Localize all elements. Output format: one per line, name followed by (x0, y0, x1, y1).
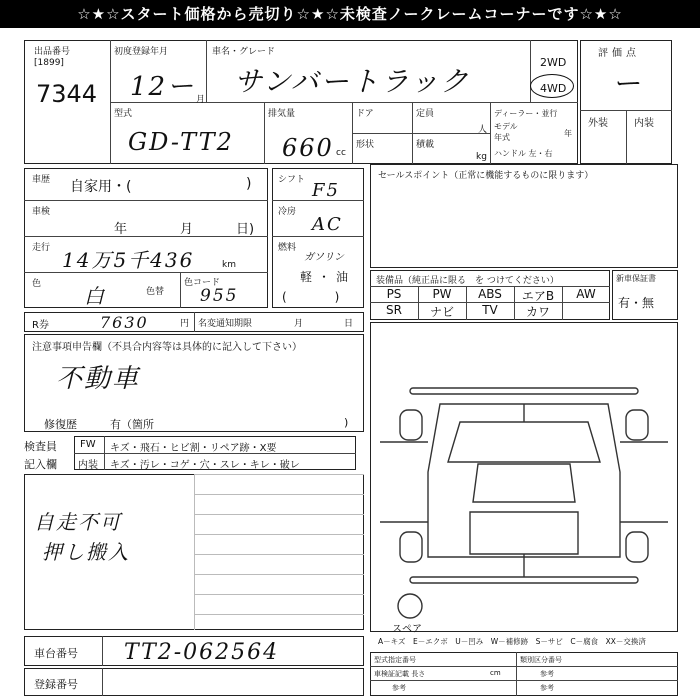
footer-ref-1: 参考 (392, 684, 406, 692)
expiry-day: 日 (344, 319, 354, 329)
rear-bumper (410, 577, 638, 583)
equip-airbag: エアB (521, 289, 555, 303)
bed (470, 512, 578, 554)
inspector-label-2: 記入欄 (24, 458, 57, 471)
ac-value: AC (312, 214, 343, 235)
fw-label: FW (80, 439, 96, 450)
footer-ref-3: 参考 (540, 670, 554, 678)
wheel-rr (626, 532, 648, 562)
dealer-line3: 年式 (494, 133, 510, 142)
wheel-rl (400, 532, 422, 562)
history-label: 車歴 (32, 175, 51, 185)
wheel-fr (626, 410, 648, 440)
naiso-items: キズ・汚レ・コゲ・穴・スレ・キレ・破レ (110, 460, 300, 471)
mileage-value: 14万5千436 (62, 248, 195, 272)
equip-leather: カワ (525, 305, 550, 319)
ac-label: 冷房 (278, 207, 297, 217)
color-value: 白 (84, 284, 106, 308)
spare-tire (398, 594, 422, 618)
warranty-label: 新車保証書 (616, 274, 656, 283)
load-unit: kg (476, 152, 487, 162)
shift-label: シフト (278, 175, 306, 185)
repair-value: 有（箇所 (110, 418, 154, 431)
body-outline (428, 404, 620, 557)
lot-label: 出品番号 (34, 47, 71, 57)
chassis-label: 車台番号 (34, 647, 78, 660)
shape-label: 形状 (356, 140, 375, 150)
lot-sub: [1899] (34, 58, 64, 68)
recycle-value: 7630 (100, 313, 149, 332)
warranty-value: 有・無 (618, 296, 655, 310)
lot-number: 7344 (36, 80, 98, 108)
car-name-label: 車名・グレード (212, 47, 276, 57)
expiry-label: 名変通知期限 (198, 319, 253, 329)
equip-sr: SR (386, 303, 402, 317)
dealer-line2: モデル (494, 122, 518, 131)
first-reg-value: 12ー (130, 72, 196, 102)
spare-label: スペア (392, 624, 422, 635)
history-close: ) (246, 176, 252, 192)
equip-abs: ABS (478, 287, 502, 301)
dealer-line4: ハンドル 左・右 (494, 149, 553, 158)
color-label: 色 (32, 279, 42, 289)
fuel-value: ガソリン (304, 252, 344, 263)
first-reg-label: 初度登録年月 (114, 47, 169, 57)
door-label: ドア (356, 109, 374, 119)
footer-cm-1: cm (490, 669, 501, 677)
capacity-unit: 人 (478, 125, 488, 135)
model-label: 型式 (114, 109, 133, 119)
load-label: 積載 (416, 140, 435, 150)
equip-aw: AW (576, 287, 596, 301)
footer-class: 類別区分番号 (520, 656, 562, 664)
dealer-mark1: 年 (564, 129, 572, 138)
first-reg-month: 月 (196, 95, 206, 105)
front-bumper (410, 388, 638, 394)
equip-pw: PW (432, 287, 452, 301)
dealer-line1: ディーラー・並行 (494, 109, 558, 118)
roof (448, 422, 600, 462)
car-name-value: サンバートラック (234, 65, 471, 98)
cabin (473, 464, 575, 502)
fuel-line2: 軽・油 (300, 270, 355, 284)
repaint-label: 色替 (146, 287, 165, 297)
footer-spec: 型式指定番号 (374, 656, 416, 664)
drive-4wd: 4WD (540, 82, 567, 95)
grade-value: ー (612, 67, 643, 100)
fw-items: キズ・飛石・ヒビ割・リペア跡・X要 (110, 443, 277, 454)
remarks-line1: 自走不可 (34, 510, 122, 534)
footer-size: 車検証記載 長さ (374, 670, 426, 678)
mileage-label: 走行 (32, 243, 51, 253)
recycle-label: R券 (32, 320, 49, 331)
inspection-month: 月 (180, 222, 194, 237)
chassis-value: TT2-062564 (124, 640, 280, 665)
inspection-year: 年 (114, 222, 128, 237)
expiry-month: 月 (294, 319, 304, 329)
inspector-label-1: 検査員 (24, 440, 57, 453)
inspection-day: 日) (236, 222, 255, 237)
remarks-line2: 押し搬入 (42, 540, 130, 564)
model-value: GD-TT2 (128, 128, 234, 156)
mileage-unit: km (222, 260, 236, 270)
remarks-grid (194, 474, 364, 630)
displacement-unit: cc (336, 148, 346, 158)
recycle-unit: 円 (180, 319, 190, 329)
equip-ps: PS (386, 287, 402, 301)
history-value: 自家用・( (70, 179, 132, 195)
legend: A－キズ E－エクボ U－凹み W－補修跡 S－サビ C－腐食 XX－交換済 (378, 637, 646, 646)
notes-value: 不動車 (56, 364, 141, 394)
shift-value: F5 (312, 180, 340, 201)
fuel-line3: ( ) (282, 290, 340, 304)
displacement-value: 660 (282, 134, 334, 162)
fuel-label: 燃料 (278, 243, 297, 253)
top-banner: ☆★☆スタート価格から売切り☆★☆未検査ノークレームコーナーです☆★☆ (0, 0, 700, 28)
car-diagram (370, 322, 678, 632)
notes-label: 注意事項申告欄（不具合内容等は具体的に記入して下さい） (32, 342, 302, 353)
color-code-value: 955 (200, 286, 239, 306)
equipment-label: 装備品（純正品に限る を つけてください） (376, 276, 559, 286)
equip-navi: ナビ (429, 305, 454, 319)
drive-2wd: 2WD (540, 56, 567, 69)
wheel-fl (400, 410, 422, 440)
drive-4wd-circle (530, 74, 574, 98)
naiso-label: 内装 (78, 460, 98, 471)
exterior-label: 外装 (588, 118, 608, 129)
repair-close: ) (344, 416, 349, 429)
equip-tv: TV (482, 303, 498, 317)
interior-label: 内装 (634, 118, 654, 129)
registration-label: 登録番号 (34, 678, 78, 691)
displacement-label: 排気量 (268, 109, 296, 119)
footer-ref-2: 参考 (540, 684, 554, 692)
repair-label: 修復歴 (44, 418, 77, 431)
grade-label: 評価点 (598, 48, 640, 59)
capacity-label: 定員 (416, 109, 435, 119)
sales-point-label: セールスポイント（正常に機能するものに限ります） (378, 171, 594, 181)
color-code-label: 色コード (184, 278, 221, 288)
inspection-label: 車検 (32, 207, 51, 217)
